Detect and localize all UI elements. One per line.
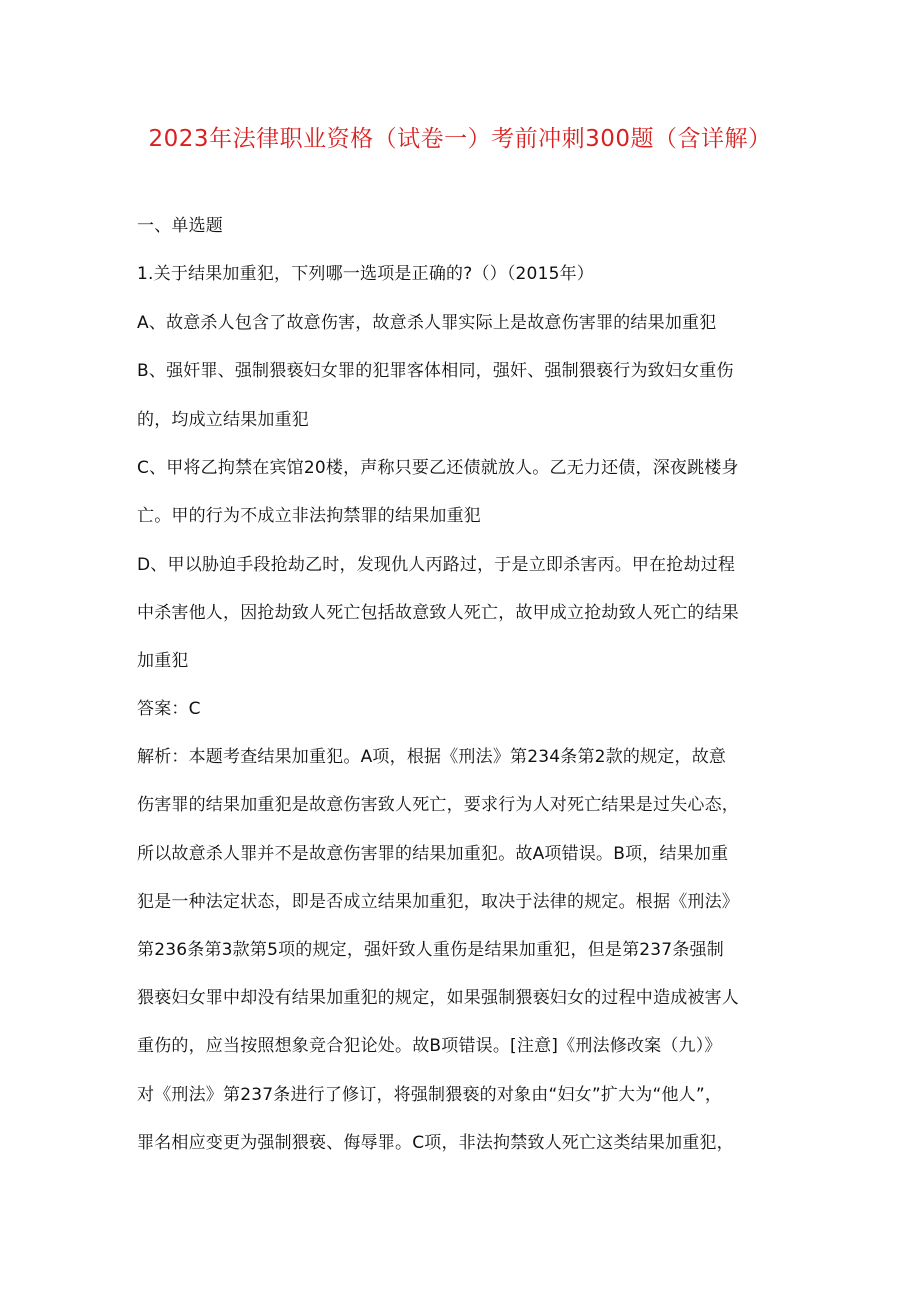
option-d-line-3: 加重犯 [137, 651, 189, 671]
option-b-line-2: 的，均成立结果加重犯 [137, 410, 309, 430]
analysis-line: 所以故意杀人罪并不是故意伤害罪的结果加重犯。故A项错误。B项，结果加重 [137, 844, 729, 864]
option-d-line-2: 中杀害他人，因抢劫致人死亡包括故意致人死亡，故甲成立抢劫致人死亡的结果 [137, 603, 739, 623]
option-c-line-2: 亡。甲的行为不成立非法拘禁罪的结果加重犯 [137, 506, 481, 526]
analysis-line: 罪名相应变更为强制猥亵、侮辱罪。C项，非法拘禁致人死亡这类结果加重犯， [137, 1133, 734, 1153]
option-a: A、故意杀人包含了故意伤害，故意杀人罪实际上是故意伤害罪的结果加重犯 [137, 313, 717, 333]
question-stem: 1.关于结果加重犯，下列哪一选项是正确的?（）（2015年） [137, 264, 595, 284]
option-b-line-1: B、强奸罪、强制猥亵妇女罪的犯罪客体相同，强奸、强制猥亵行为致妇女重伤 [137, 361, 734, 381]
analysis-line: 犯是一种法定状态，即是否成立结果加重犯，取决于法律的规定。根据《刑法》 [137, 892, 739, 912]
section-heading: 一、单选题 [137, 216, 223, 236]
analysis-line: 重伤的，应当按照想象竞合犯论处。故B项错误。[注意]《刑法修改案（九）》 [137, 1036, 722, 1056]
answer-line: 答案：C [137, 699, 201, 719]
analysis-line: 解析：本题考查结果加重犯。A项，根据《刑法》第234条第2款的规定，故意 [137, 747, 727, 767]
analysis-line: 第236条第3款第5项的规定，强奸致人重伤是结果加重犯，但是第237条强制 [137, 940, 724, 960]
analysis-line: 伤害罪的结果加重犯是故意伤害致人死亡，要求行为人对死亡结果是过失心态， [137, 795, 739, 815]
document-title: 2023年法律职业资格（试卷一）考前冲刺300题（含详解） [148, 126, 772, 152]
analysis-line: 对《刑法》第237条进行了修订，将强制猥亵的对象由“妇女”扩大为“他人”， [137, 1085, 723, 1105]
option-c-line-1: C、甲将乙拘禁在宾馆20楼，声称只要乙还债就放人。乙无力还债，深夜跳楼身 [137, 458, 739, 478]
analysis-line: 猥亵妇女罪中却没有结果加重犯的规定，如果强制猥亵妇女的过程中造成被害人 [137, 988, 739, 1008]
option-d-line-1: D、甲以胁迫手段抢劫乙时，发现仇人丙路过，于是立即杀害丙。甲在抢劫过程 [137, 555, 736, 575]
